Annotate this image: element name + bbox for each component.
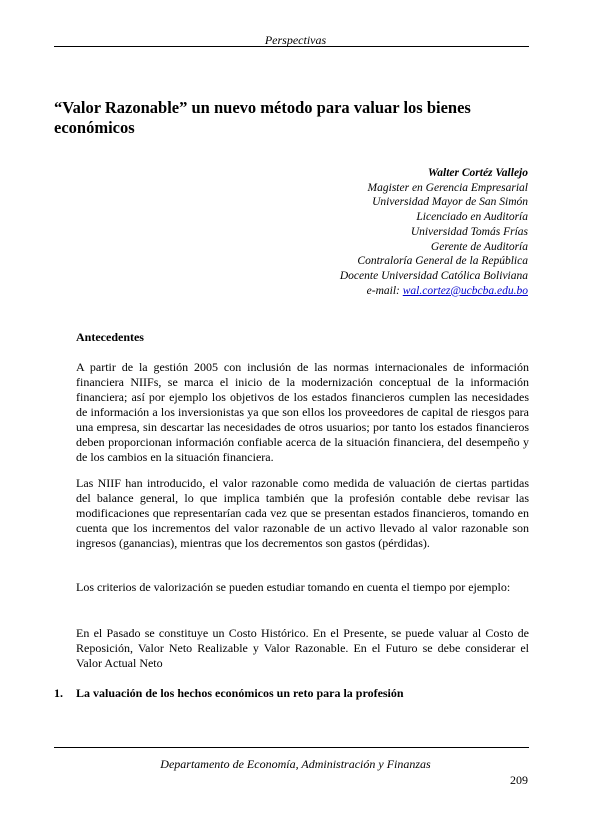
page-number: 209 [510, 773, 528, 787]
body-paragraph: Los criterios de valorización se pueden estudiar tomando en cuenta el tiempo por ejemplo: [76, 580, 511, 594]
author-affiliation: Licenciado en Auditoría [416, 211, 528, 224]
author-affiliation: Docente Universidad Católica Boliviana [339, 269, 528, 282]
body-paragraph: En el Pasado se constituye un Costo Histórico. En el Presente, se puede valuar al Costo de Reposición, Valor Neto Realizable y Valor Razonable. En el Futuro se debe considerar el Valor Actual Neto [76, 626, 529, 670]
author-block [340, 166, 528, 298]
section-heading-numbered [54, 686, 404, 701]
author-affiliation: Magister en Gerencia Empresarial [367, 181, 528, 194]
author-affiliation: Universidad Tomás Frías [410, 225, 528, 238]
author-affiliation: Universidad Mayor de San Simón [372, 196, 528, 209]
body-paragraph: Las NIIF han introducido, el valor razonable como medida de valuación de ciertas partidas del balance general, lo que implica también que la profesión contable debe revisar las modificaciones que representarían cada vez que se presentan estados financieros, tomando en cuenta que los incrementos del valor razonable de un activo llevado al valor razonable son ingresos (ganancias), mientras que los decrementos son gastos (pérdidas). [76, 476, 529, 550]
author-affiliation: Gerente de Auditoría [430, 240, 528, 253]
article-title: “Valor Razonable” un nuevo método para valuar los bienes económicos [54, 98, 471, 137]
author-affiliation: Contraloría General de la República [357, 255, 528, 268]
email-link[interactable]: wal.cortez@ucbcba.edu.bo [402, 284, 528, 297]
email-label: e-mail: [366, 284, 400, 297]
footer-divider [54, 747, 529, 748]
section-heading-antecedentes: Antecedentes [76, 330, 144, 344]
header-divider [54, 46, 529, 47]
footer-department: Departamento de Economía, Administración y Finanzas [160, 757, 431, 771]
section-number: 1. [54, 686, 63, 700]
running-header: Perspectivas [264, 33, 327, 47]
author-name: Walter Cortéz Vallejo [427, 167, 528, 179]
body-paragraph: A partir de la gestión 2005 con inclusión de las normas internacionales de información financiera NIIFs, se marca el inicio de la modernización conceptual de la información financiera; así por ejemplo los objetivos de los estados financieros cumplen las necesidades de información a los inversionistas ya que son ellos los proveedores de capital de riesgos para una empresa, sin descartar las necesidades de otros usuarios; por tanto los estados financieros deben proporcionan información confiable acerca de la situación financiera, del desempeño y de los cambios en la situación financiera. [76, 360, 529, 464]
section-heading-text: La valuación de los hechos económicos un reto para la profesión [76, 686, 404, 700]
author-email-line [340, 284, 528, 299]
